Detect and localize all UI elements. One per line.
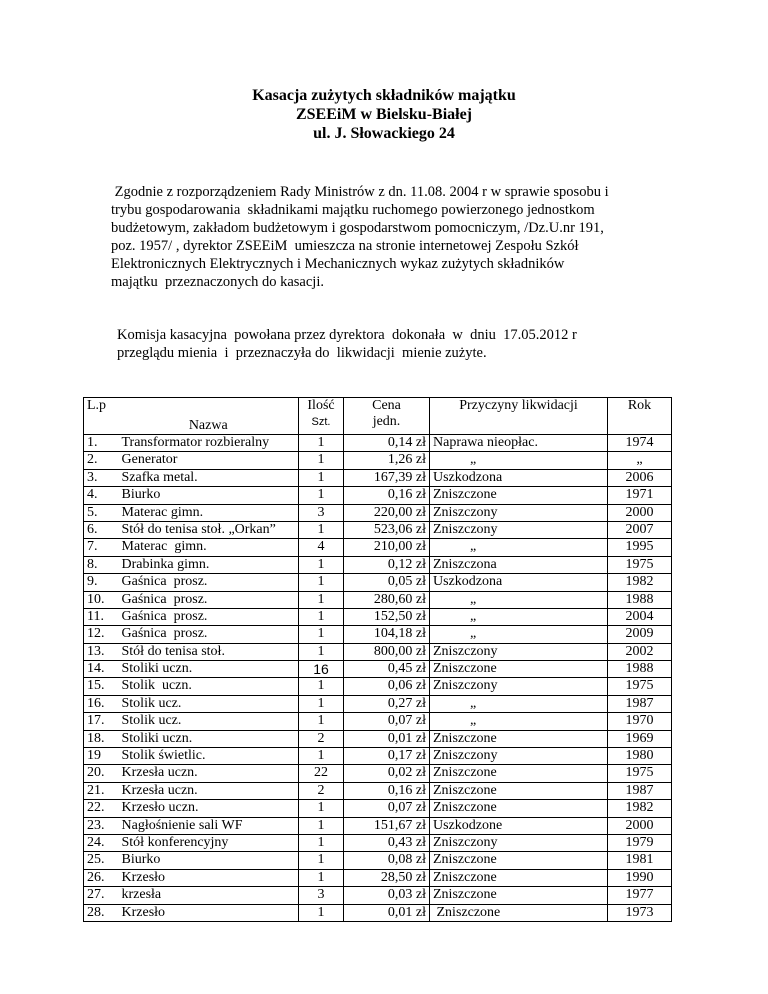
row-year: 1975 (608, 556, 672, 573)
row-year: 1975 (608, 765, 672, 782)
intro-paragraph (111, 183, 609, 291)
row-lp: 19 (84, 748, 119, 765)
row-qty: 3 (299, 504, 344, 521)
paragraph-line: przeglądu mienia i przeznaczyła do likwidacji mienie zużyte. (117, 345, 487, 361)
row-reason: „ (430, 713, 608, 730)
row-price: 0,07 zł (344, 713, 430, 730)
row-price: 0,06 zł (344, 678, 430, 695)
row-reason: Uszkodzone (430, 817, 608, 834)
table-row (84, 782, 672, 799)
header-price-label: Cena (372, 398, 401, 413)
row-reason: Zniszczone (430, 887, 608, 904)
row-lp: 25. (84, 852, 119, 869)
row-year: 2009 (608, 626, 672, 643)
row-reason: Naprawa nieopłac. (430, 435, 608, 452)
row-price: 210,00 zł (344, 539, 430, 556)
header-price-unit: jedn. (372, 414, 401, 429)
row-lp: 26. (84, 869, 119, 886)
row-reason: „ (430, 608, 608, 625)
row-lp: 23. (84, 817, 119, 834)
row-qty: 4 (299, 539, 344, 556)
row-lp: 16. (84, 695, 119, 712)
table-row (84, 539, 672, 556)
row-lp: 28. (84, 904, 119, 921)
row-price: 104,18 zł (344, 626, 430, 643)
row-lp: 14. (84, 661, 119, 678)
row-name: Stół do tenisa stoł. „Orkan” (119, 521, 299, 538)
row-reason: Zniszczone (430, 904, 608, 921)
row-year: 1980 (608, 748, 672, 765)
row-qty: 1 (299, 748, 344, 765)
table-row (84, 643, 672, 660)
document-title: Kasacja zużytych składników majątku (252, 87, 516, 104)
row-qty: 2 (299, 782, 344, 799)
table-row (84, 765, 672, 782)
commission-paragraph (117, 326, 577, 362)
table-row (84, 591, 672, 608)
row-price: 0,16 zł (344, 487, 430, 504)
row-reason: Uszkodzona (430, 574, 608, 591)
row-year: 1990 (608, 869, 672, 886)
row-year: 1971 (608, 487, 672, 504)
row-year: 1975 (608, 678, 672, 695)
table-row (84, 730, 672, 747)
table-row (84, 713, 672, 730)
paragraph-line: majątku przeznaczonych do kasacji. (111, 274, 324, 290)
row-qty: 1 (299, 713, 344, 730)
row-price: 0,45 zł (344, 661, 430, 678)
row-name: Stolik ucz. (119, 695, 299, 712)
liquidation-table (83, 397, 672, 922)
paragraph-line: poz. 1957/ , dyrektor ZSEEiM umieszcza na stronie internetowej Zespołu Szkół (111, 238, 579, 254)
paragraph-line: Elektronicznych Elektrycznych i Mechanicznych wykaz zużytych składników (111, 256, 565, 272)
row-qty: 1 (299, 574, 344, 591)
row-qty: 1 (299, 817, 344, 834)
row-reason: „ (430, 591, 608, 608)
row-name: Transformator rozbieralny (119, 435, 299, 452)
row-year: 2002 (608, 643, 672, 660)
row-year: 2004 (608, 608, 672, 625)
row-year: 1969 (608, 730, 672, 747)
row-qty: 1 (299, 487, 344, 504)
row-name: Krzesła uczn. (119, 782, 299, 799)
paragraph-line: Komisja kasacyjna powołana przez dyrektora dokonała w dniu 17.05.2012 r (117, 327, 577, 343)
row-lp: 10. (84, 591, 119, 608)
row-reason: Uszkodzona (430, 469, 608, 486)
row-price: 167,39 zł (344, 469, 430, 486)
row-qty: 1 (299, 678, 344, 695)
row-name: Krzesło (119, 869, 299, 886)
row-year: 1982 (608, 800, 672, 817)
header-year: Rok (608, 398, 672, 435)
row-lp: 4. (84, 487, 119, 504)
row-qty: 1 (299, 435, 344, 452)
row-reason: Zniszczona (430, 556, 608, 573)
row-price: 0,16 zł (344, 782, 430, 799)
table-row (84, 452, 672, 469)
row-price: 0,12 zł (344, 556, 430, 573)
table-row (84, 626, 672, 643)
row-price: 28,50 zł (344, 869, 430, 886)
row-year: 1974 (608, 435, 672, 452)
row-year: 1981 (608, 852, 672, 869)
row-reason: Zniszczone (430, 800, 608, 817)
row-price: 0,14 zł (344, 435, 430, 452)
row-qty: 1 (299, 608, 344, 625)
row-lp: 13. (84, 643, 119, 660)
table-row (84, 504, 672, 521)
row-qty: 1 (299, 556, 344, 573)
row-name: Gaśnica prosz. (119, 608, 299, 625)
row-reason: Zniszczone (430, 730, 608, 747)
row-year: 1977 (608, 887, 672, 904)
paragraph-line: trybu gospodarowania składnikami majątku ruchomego powierzonego jednostkom (111, 202, 595, 218)
row-price: 0,01 zł (344, 730, 430, 747)
row-qty: 1 (299, 834, 344, 851)
table-row (84, 869, 672, 886)
row-name: Krzesło uczn. (119, 800, 299, 817)
row-lp: 9. (84, 574, 119, 591)
row-price: 0,03 zł (344, 887, 430, 904)
row-reason: Zniszczone (430, 782, 608, 799)
row-lp: 5. (84, 504, 119, 521)
row-lp: 24. (84, 834, 119, 851)
table-row (84, 887, 672, 904)
row-reason: Zniszczone (430, 487, 608, 504)
table-row (84, 661, 672, 678)
row-price: 800,00 zł (344, 643, 430, 660)
school-name: ZSEEiM w Bielsku-Białej (295, 106, 473, 123)
row-lp: 3. (84, 469, 119, 486)
row-name: Materac gimn. (119, 539, 299, 556)
row-price: 0,07 zł (344, 800, 430, 817)
row-year: 2007 (608, 521, 672, 538)
table-row (84, 748, 672, 765)
table-row (84, 574, 672, 591)
row-price: 0,02 zł (344, 765, 430, 782)
row-lp: 18. (84, 730, 119, 747)
paragraph-line: budżetowym, zakładom budżetowym i gospodarstwom pomocniczym, /Dz.U.nr 191, (111, 220, 604, 236)
header-qty-label: Ilość (307, 398, 335, 413)
row-year: 1987 (608, 782, 672, 799)
table-row (84, 852, 672, 869)
row-lp: 20. (84, 765, 119, 782)
row-price: 1,26 zł (344, 452, 430, 469)
row-qty: 1 (299, 521, 344, 538)
row-lp: 15. (84, 678, 119, 695)
row-name: krzesła (119, 887, 299, 904)
row-reason: „ (430, 695, 608, 712)
row-name: Stół do tenisa stoł. (119, 643, 299, 660)
row-lp: 17. (84, 713, 119, 730)
row-lp: 21. (84, 782, 119, 799)
row-name: Szafka metal. (119, 469, 299, 486)
row-price: 220,00 zł (344, 504, 430, 521)
row-year: 1988 (608, 661, 672, 678)
table-row (84, 678, 672, 695)
row-price: 523,06 zł (344, 521, 430, 538)
row-price: 0,01 zł (344, 904, 430, 921)
row-year: „ (608, 452, 672, 469)
row-qty: 1 (299, 869, 344, 886)
header-reason: Przyczyny likwidacji (430, 398, 608, 435)
row-qty: 1 (299, 695, 344, 712)
row-lp: 27. (84, 887, 119, 904)
row-name: Nagłośnienie sali WF (119, 817, 299, 834)
row-year: 2000 (608, 504, 672, 521)
row-reason: Zniszczony (430, 748, 608, 765)
table-row (84, 695, 672, 712)
row-year: 1982 (608, 574, 672, 591)
row-qty: 1 (299, 643, 344, 660)
row-name: Generator (119, 452, 299, 469)
row-name: Gaśnica prosz. (119, 626, 299, 643)
row-lp: 8. (84, 556, 119, 573)
row-name: Drabinka gimn. (119, 556, 299, 573)
row-qty: 16 (299, 661, 344, 678)
row-qty: 22 (299, 765, 344, 782)
row-qty: 1 (299, 904, 344, 921)
row-year: 1970 (608, 713, 672, 730)
row-year: 1988 (608, 591, 672, 608)
row-lp: 6. (84, 521, 119, 538)
row-name: Biurko (119, 852, 299, 869)
row-qty: 2 (299, 730, 344, 747)
row-price: 280,60 zł (344, 591, 430, 608)
row-lp: 22. (84, 800, 119, 817)
row-qty: 1 (299, 469, 344, 486)
row-lp: 12. (84, 626, 119, 643)
row-lp: 11. (84, 608, 119, 625)
table-row (84, 469, 672, 486)
row-qty: 1 (299, 591, 344, 608)
row-reason: Zniszczone (430, 852, 608, 869)
table-row (84, 435, 672, 452)
row-lp: 7. (84, 539, 119, 556)
paragraph-line: Zgodnie z rozporządzeniem Rady Ministrów z dn. 11.08. 2004 r w sprawie sposobu i (111, 184, 609, 200)
row-price: 152,50 zł (344, 608, 430, 625)
row-lp: 2. (84, 452, 119, 469)
row-qty: 1 (299, 452, 344, 469)
table-row (84, 608, 672, 625)
row-reason: Zniszczone (430, 661, 608, 678)
row-qty: 1 (299, 800, 344, 817)
row-year: 1979 (608, 834, 672, 851)
row-price: 0,17 zł (344, 748, 430, 765)
row-name: Stolik świetlic. (119, 748, 299, 765)
row-reason: Zniszczony (430, 521, 608, 538)
row-name: Biurko (119, 487, 299, 504)
row-price: 0,43 zł (344, 834, 430, 851)
row-name: Stolik ucz. (119, 713, 299, 730)
row-year: 1995 (608, 539, 672, 556)
row-reason: „ (430, 626, 608, 643)
school-address: ul. J. Słowackiego 24 (313, 125, 455, 142)
row-name: Gaśnica prosz. (119, 591, 299, 608)
row-qty: 1 (299, 852, 344, 869)
row-reason: Zniszczony (430, 834, 608, 851)
row-year: 1973 (608, 904, 672, 921)
row-reason: Zniszczony (430, 678, 608, 695)
row-year: 2000 (608, 817, 672, 834)
row-price: 151,67 zł (344, 817, 430, 834)
row-lp: 1. (84, 435, 119, 452)
row-name: Stół konferencyjny (119, 834, 299, 851)
table-row (84, 800, 672, 817)
row-name: Stoliki uczn. (119, 661, 299, 678)
row-year: 1987 (608, 695, 672, 712)
row-reason: „ (430, 452, 608, 469)
row-reason: Zniszczone (430, 765, 608, 782)
row-name: Stolik uczn. (119, 678, 299, 695)
row-reason: Zniszczony (430, 643, 608, 660)
row-name: Materac gimn. (119, 504, 299, 521)
table-header-row (84, 398, 672, 435)
table-row (84, 904, 672, 921)
row-price: 0,08 zł (344, 852, 430, 869)
row-reason: Zniszczony (430, 504, 608, 521)
table-row (84, 556, 672, 573)
row-qty: 1 (299, 626, 344, 643)
row-qty: 3 (299, 887, 344, 904)
table-row (84, 487, 672, 504)
row-name: Krzesła uczn. (119, 765, 299, 782)
row-year: 2006 (608, 469, 672, 486)
header-qty-unit: Szt. (311, 416, 331, 428)
row-price: 0,05 zł (344, 574, 430, 591)
table-row (84, 834, 672, 851)
row-name: Gaśnica prosz. (119, 574, 299, 591)
header-name: Nazwa (119, 398, 299, 435)
header-lp: L.p (84, 398, 119, 435)
header-price (344, 398, 430, 435)
row-name: Stoliki uczn. (119, 730, 299, 747)
header-qty (299, 398, 344, 435)
row-reason: Zniszczone (430, 869, 608, 886)
table-row (84, 817, 672, 834)
table-row (84, 521, 672, 538)
row-price: 0,27 zł (344, 695, 430, 712)
row-reason: „ (430, 539, 608, 556)
row-name: Krzesło (119, 904, 299, 921)
